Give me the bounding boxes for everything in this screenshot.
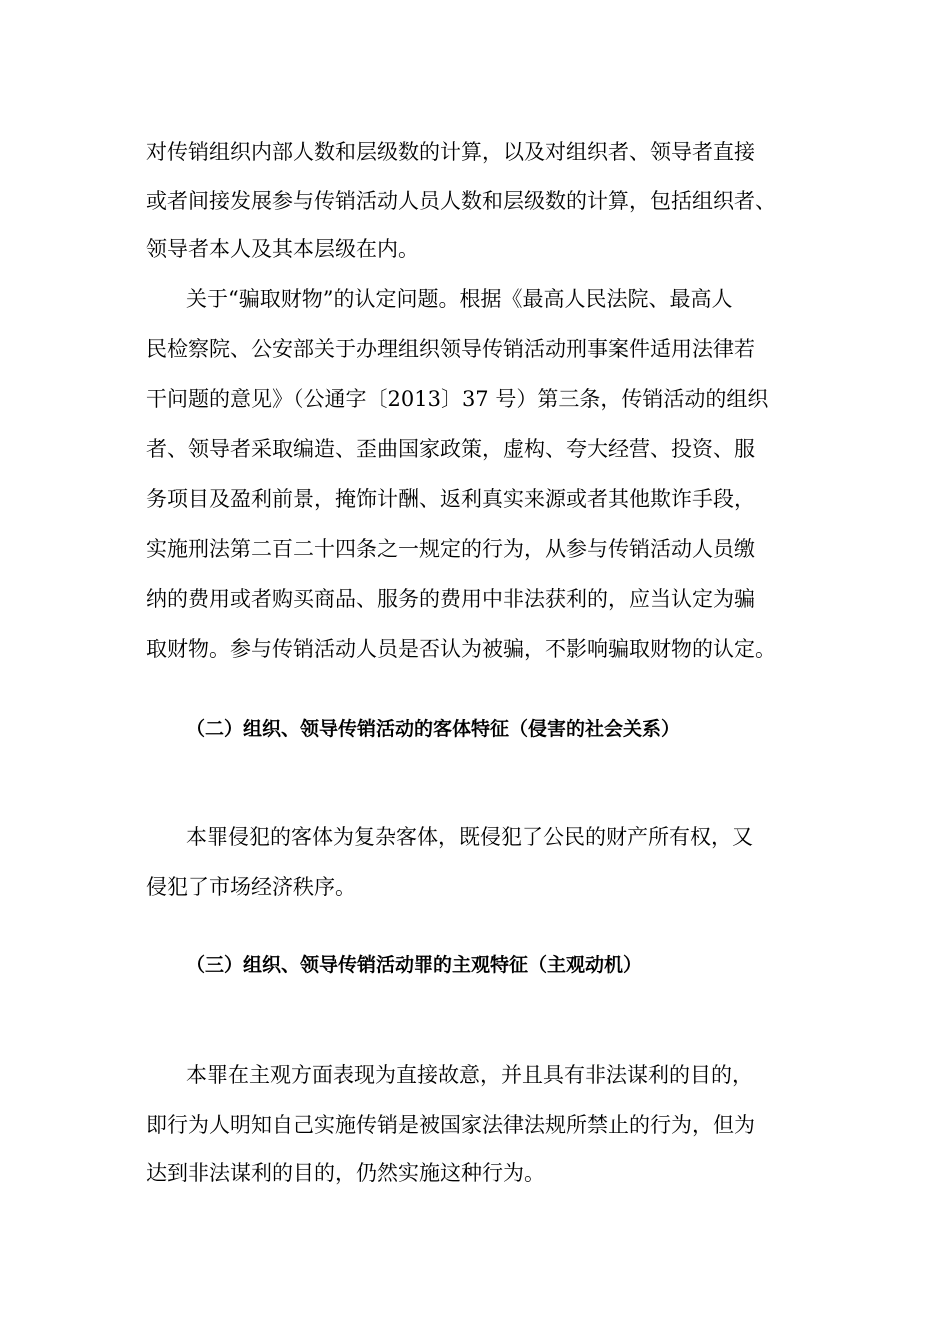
paragraph-line: 领导者本人及其本层级在内。: [146, 237, 419, 261]
section-heading: （二）组织、领导传销活动的客体特征（侵害的社会关系）: [186, 718, 681, 740]
paragraph-line: 务项目及盈利前景，掩饰计酬、返利真实来源或者其他欺诈手段，: [146, 487, 755, 511]
paragraph-line: 实施刑法第二百二十四条之一规定的行为，从参与传销活动人员缴: [146, 537, 755, 561]
paragraph-line: 或者间接发展参与传销活动人员人数和层级数的计算，包括组织者、: [146, 189, 776, 213]
paragraph-line: 侵犯了市场经济秩序。: [146, 875, 356, 899]
paragraph-line: 对传销组织内部人数和层级数的计算，以及对组织者、领导者直接: [146, 140, 755, 164]
paragraph-line: 本罪侵犯的客体为复杂客体，既侵犯了公民的财产所有权，又: [186, 825, 753, 849]
paragraph-line: 者、领导者采取编造、歪曲国家政策，虚构、夸大经营、投资、服: [146, 437, 755, 461]
paragraph-line: 本罪在主观方面表现为直接故意，并且具有非法谋利的目的，: [186, 1063, 753, 1087]
paragraph-line: 取财物。参与传销活动人员是否认为被骗，不影响骗取财物的认定。: [146, 637, 776, 661]
paragraph-line: 达到非法谋利的目的，仍然实施这种行为。: [146, 1161, 545, 1185]
paragraph-line: 民检察院、公安部关于办理组织领导传销活动刑事案件适用法律若: [146, 337, 755, 361]
paragraph-line: 即行为人明知自己实施传销是被国家法律法规所禁止的行为，但为: [146, 1113, 755, 1137]
paragraph-line: 关于“骗取财物”的认定问题。根据《最高人民法院、最高人: [186, 287, 733, 311]
section-heading: （三）组织、领导传销活动罪的主观特征（主观动机）: [186, 954, 643, 976]
paragraph-line: 纳的费用或者购买商品、服务的费用中非法获利的，应当认定为骗: [146, 587, 755, 611]
paragraph-line: 干问题的意见》（公通字〔2013〕37 号）第三条，传销活动的组织: [146, 387, 769, 411]
